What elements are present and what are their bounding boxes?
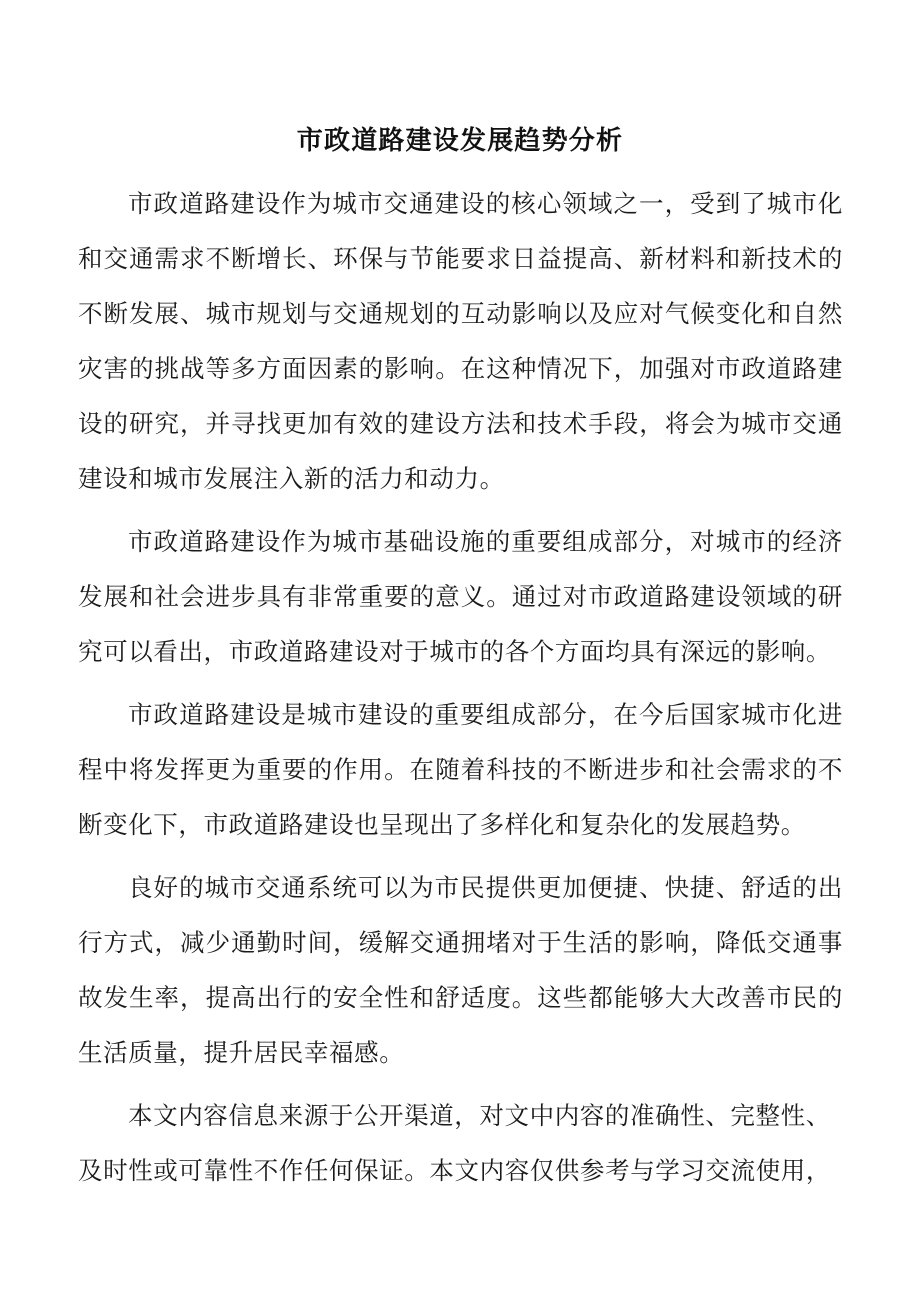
page-title: 市政道路建设发展趋势分析	[296, 125, 624, 155]
body-paragraph-1: 市政道路建设作为城市交通建设的核心领域之一，受到了城市化和交通需求不断增长、环保与节能要求日益提高、新材料和新技术的不断发展、城市规划与交通规划的互动影响以及应对气候变化和自然灾害的挑战等多方面因素的影响。在这种情况下，加强对市政道路建设的研究，并寻找更加有效的建设方法和技术手段，将会为城市交通建设和城市发展注入新的活力和动力。	[78, 191, 843, 493]
body-paragraph-3: 市政道路建设是城市建设的重要组成部分，在今后国家城市化进程中将发挥更为重要的作用。在随着科技的不断进步和社会需求的不断变化下，市政道路建设也呈现出了多样化和复杂化的发展趋势。	[78, 702, 843, 839]
document-body	[78, 157, 843, 1199]
body-paragraph-2: 市政道路建设作为城市基础设施的重要组成部分，对城市的经济发展和社会进步具有非常重要的意义。通过对市政道路建设领域的研究可以看出，市政道路建设对于城市的各个方面均具有深远的影响。	[78, 529, 843, 666]
body-paragraph-5: 本文内容信息来源于公开渠道，对文中内容的准确性、完整性、及时性或可靠性不作任何保证。本文内容仅供参考与学习交流使用，	[78, 1103, 831, 1185]
body-paragraph-4: 良好的城市交通系统可以为市民提供更加便捷、快捷、舒适的出行方式，减少通勤时间，缓解交通拥堵对于生活的影响，降低交通事故发生率，提高出行的安全性和舒适度。这些都能够大大改善市民的生活质量，提升居民幸福感。	[78, 875, 843, 1067]
